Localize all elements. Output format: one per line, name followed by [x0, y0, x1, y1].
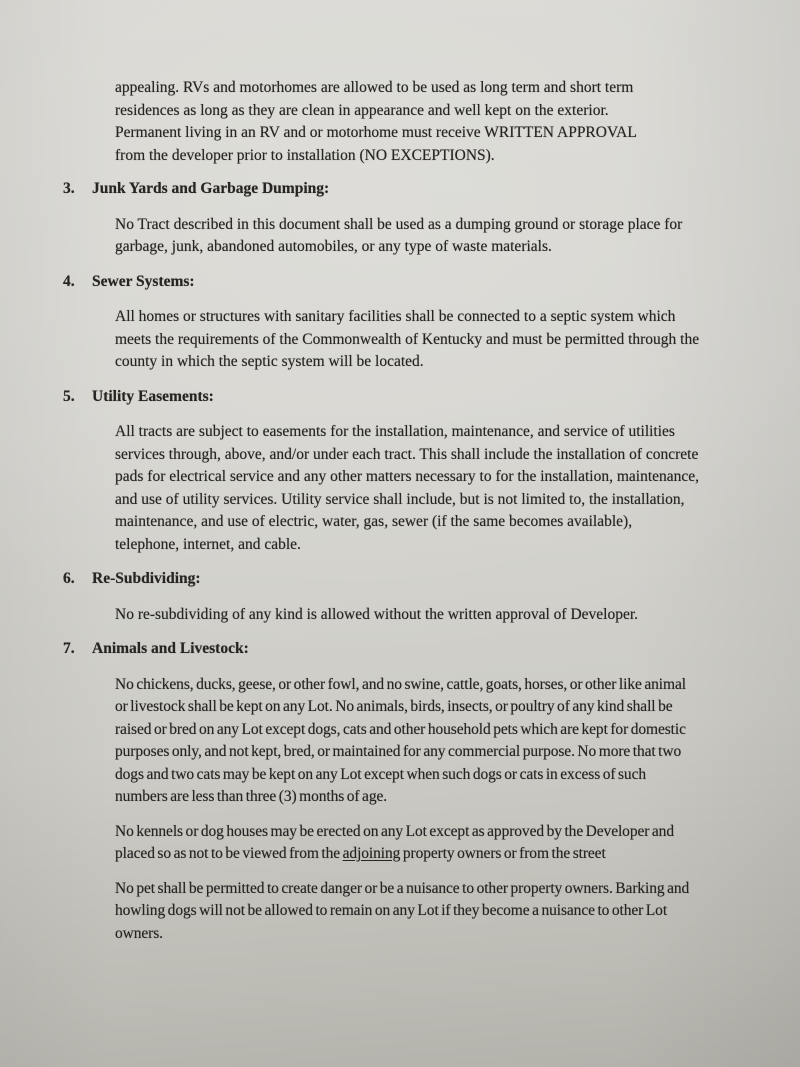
- section-animals-livestock: [63, 638, 735, 945]
- section-title: Animals and Livestock:: [92, 640, 249, 657]
- section-number: 5.: [63, 387, 75, 405]
- section-paragraph: All tracts are subject to easements for the installation, maintenance, and service of utilities services through, above, and/or under each tract. This shall include the installation of concrete pads for electrical service and any other matters necessary to for the installation, maintenance, and use of utility services. Utility service shall include, but is not limited to, the installation, maintenance, and use of electric, water, gas, sewer (if the same becomes available), telephone, internet, and cable.: [115, 423, 700, 553]
- section-number: 3.: [63, 180, 75, 197]
- underlined-word: adjoining: [342, 845, 401, 862]
- section-title: Utility Easements:: [92, 387, 214, 405]
- section-paragraph: No re-subdividing of any kind is allowed without the written approval of Developer.: [115, 605, 639, 623]
- section-number: 6.: [63, 570, 75, 587]
- section-heading-sewer-systems: [63, 271, 735, 294]
- section-heading-re-subdividing: [63, 568, 735, 591]
- section-re-subdividing: [63, 568, 735, 626]
- section-title: Re-Subdividing:: [92, 570, 201, 587]
- section-heading-utility-easements: [63, 386, 735, 409]
- section-heading-junk-yards: [63, 178, 735, 201]
- section-junk-yards: [63, 178, 735, 259]
- intro-paragraph: appealing. RVs and motorhomes are allowed to be used as long term and short term residences as long as they are clean in appearance and well kept on the exterior. Permanent living in an RV and or motorhome must receive WRITTEN APPROVAL from the developer prior to installation (NO EXCEPTIONS).: [115, 79, 637, 164]
- section-utility-easements: [63, 386, 735, 557]
- section-paragraph-animals: No chickens, ducks, geese, or other fowl, and no swine, cattle, goats, horses, or other like animal or livestock shall be kept on any Lot. No animals, birds, insects, or poultry of any kind shall be raised or bred on any Lot except dogs, cats and other household pets which are kept for domestic purposes only, and not kept, bred, or maintained for any commercial purpose. No more that two dogs and two cats may be kept on any Lot except when such dogs or cats in excess of such numbers are less than three (3) months of age.: [115, 675, 686, 805]
- section-number: 4.: [63, 272, 75, 290]
- section-paragraph: No Tract described in this document shall be used as a dumping ground or storage place for garbage, junk, abandoned automobiles, or any type of waste materials.: [115, 215, 683, 255]
- document-page: [63, 77, 735, 957]
- section-title: Sewer Systems:: [92, 272, 195, 290]
- section-sewer-systems: [63, 271, 735, 374]
- section-number: 7.: [63, 640, 75, 657]
- kennels-text-before: No kennels or dog houses may be erected on any Lot except as approved by the Developer and placed so as not to be viewed from the: [115, 822, 674, 862]
- section-heading-animals-livestock: [63, 638, 735, 661]
- section-title: Junk Yards and Garbage Dumping:: [92, 180, 330, 197]
- kennels-text-after: property owners or from the street: [400, 845, 606, 862]
- section-paragraph-pets: No pet shall be permitted to create danger or be a nuisance to other property owners. Barking and howling dogs will not be allowed to remain on any Lot if they become a nuisance to other Lot owners.: [115, 879, 690, 942]
- section-paragraph: All homes or structures with sanitary facilities shall be connected to a septic system which meets the requirements of the Commonwealth of Kentucky and must be permitted through the county in which the septic system will be located.: [115, 308, 700, 370]
- section-paragraph-kennels: [115, 821, 700, 866]
